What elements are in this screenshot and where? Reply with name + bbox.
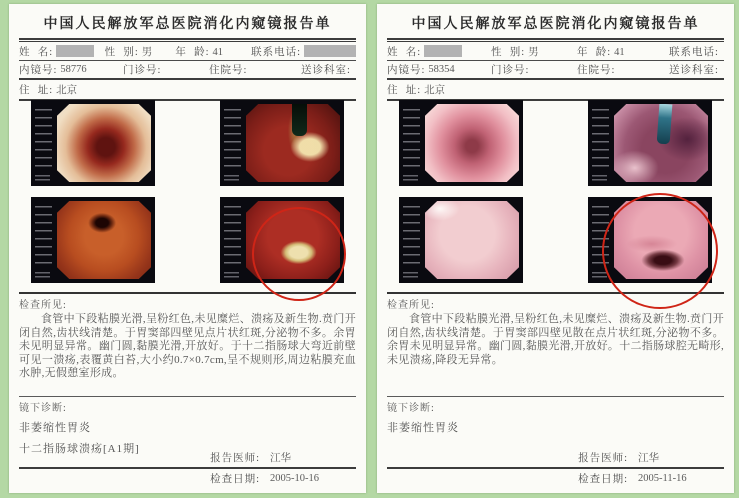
redacted-phone [304,45,356,57]
frame-metadata-text [224,175,239,181]
address-label: 住 址: [19,85,54,96]
name-label: 姓 名: [387,46,422,58]
age-label: 年 龄: [175,46,210,58]
inpatient-label: 住院号: [209,65,248,76]
header-row-2 [387,61,724,80]
frame-metadata-text [224,109,241,167]
frame-metadata-text [403,109,420,167]
header-row-2 [19,61,356,80]
address-value: 北京 [56,85,78,96]
sex-label: 性 别: [491,46,526,58]
report-page-left [9,4,366,493]
endoscopy-photo-antrum [57,201,151,279]
endoscopy-frame-2 [588,100,712,186]
frame-metadata-text [35,206,52,264]
frame-metadata-text [35,175,50,181]
footer-divider [387,467,724,469]
phone-label: 联系电话: [669,46,719,58]
date-row [387,470,724,487]
header-row-3 [387,80,724,99]
diagnosis-line: 非萎缩性胃炎 [387,422,459,434]
age-label: 年 龄: [577,46,612,58]
endoscopy-photo-esophagus [57,104,151,182]
endoscopy-photo-esophagus [425,104,519,182]
header-row-1 [19,42,356,61]
frame-metadata-text [35,109,52,167]
doctor-value: 江华 [638,453,659,464]
endo-no-value: 58776 [60,64,87,75]
frame-metadata-text [592,272,607,278]
diagnosis-line: 非萎缩性胃炎 [19,422,91,434]
findings-text: 食管中下段粘膜光滑,呈粉红色,未见糜烂、溃疡及新生物.贲门开闭自然,齿状线清楚。于胃窦部四壁见散在点片状红斑,分泌物不多。余胃未见明显异常。幽门圆,黏膜光滑,开放好。十二指肠球腔无畸形,未见溃疡,降段无异常。 [387,313,724,366]
endoscopy-photo-fundus [246,104,340,182]
report-title: 中国人民解放军总医院消化内窥镜报告单 [411,17,700,32]
doctor-row [387,449,724,466]
annotation-circle [602,193,718,309]
age-value: 41 [212,46,224,58]
inpatient-label: 住院号: [577,65,616,76]
date-label: 检查日期: [210,474,260,485]
endoscopy-photo-fundus [614,104,708,182]
phone-label: 联系电话: [251,46,302,58]
frame-metadata-text [403,175,418,181]
date-label: 检查日期: [578,474,628,485]
frame-metadata-text [224,272,239,278]
outpatient-label: 门诊号: [491,65,530,76]
outpatient-label: 门诊号: [123,65,162,76]
doctor-row [19,449,356,466]
endoscopy-frame-1 [31,100,155,186]
report-footer [19,449,356,487]
sex-value: 男 [528,46,539,58]
endoscopy-image-grid [19,100,356,284]
diagnosis-line: 十二指肠球溃疡[A1期] [19,443,140,455]
endoscopy-frame-3 [31,197,155,283]
endoscopy-image-grid [387,100,724,284]
frame-metadata-text [592,109,609,167]
frame-metadata-text [403,206,420,264]
frame-metadata-text [592,175,607,181]
findings-label: 检查所见: [19,300,67,311]
doctor-label: 报告医师: [578,453,628,464]
endoscopy-frame-4 [588,197,712,283]
header-row-3 [19,80,356,99]
age-value: 41 [614,46,625,58]
redacted-name [424,45,462,57]
address-label: 住 址: [387,85,422,96]
endoscopy-frame-4 [220,197,344,283]
endo-no-value: 58354 [428,64,455,75]
dept-label: 送诊科室: [301,65,351,76]
annotation-circle [252,207,346,301]
endo-no-label: 内镜号: [19,65,58,76]
date-value: 2005-10-16 [270,473,319,484]
endoscopy-frame-3 [399,197,523,283]
sex-label: 性 别: [104,46,139,58]
doctor-value: 江华 [270,453,291,464]
endoscopy-photo-antrum [425,201,519,279]
header-row-1 [387,42,724,61]
findings-section [19,292,356,381]
endoscopy-frame-2 [220,100,344,186]
report-title: 中国人民解放军总医院消化内窥镜报告单 [43,17,332,32]
date-value: 2005-11-16 [638,473,687,484]
diagnosis-label: 镜下诊断: [387,403,435,414]
findings-label: 检查所见: [387,300,435,311]
frame-metadata-text [35,272,50,278]
endoscope-shadow [292,104,307,136]
name-label: 姓 名: [19,46,54,58]
endoscopy-frame-1 [399,100,523,186]
redacted-name [56,45,94,57]
frame-metadata-text [403,272,418,278]
diagnosis-section [19,396,356,456]
date-row [19,470,356,487]
dept-label: 送诊科室: [669,65,719,76]
endo-no-label: 内镜号: [387,65,426,76]
diagnosis-section [387,396,724,435]
findings-text: 食管中下段粘膜光滑,呈粉红色,未见糜烂、溃疡及新生物.贲门开闭自然,齿状线清楚。于胃窦部四壁见点片状红斑,分泌物不多。余胃未见明显异常。幽门圆,黏膜光滑,开放好。于十二指肠球大弯近前壁可见一溃疡,表覆黄白苔,大小约0.7×0.7cm,呈不规则形,周边粘膜充血水肿,无假憩室形成。 [19,313,356,379]
sex-value: 男 [141,46,153,58]
diagnosis-label: 镜下诊断: [19,403,67,414]
doctor-label: 报告医师: [210,453,260,464]
endoscope-instrument [657,104,673,145]
frame-metadata-text [224,206,241,264]
report-footer [387,449,724,487]
address-value: 北京 [424,85,446,96]
footer-divider [19,467,356,469]
report-page-right [377,4,734,493]
